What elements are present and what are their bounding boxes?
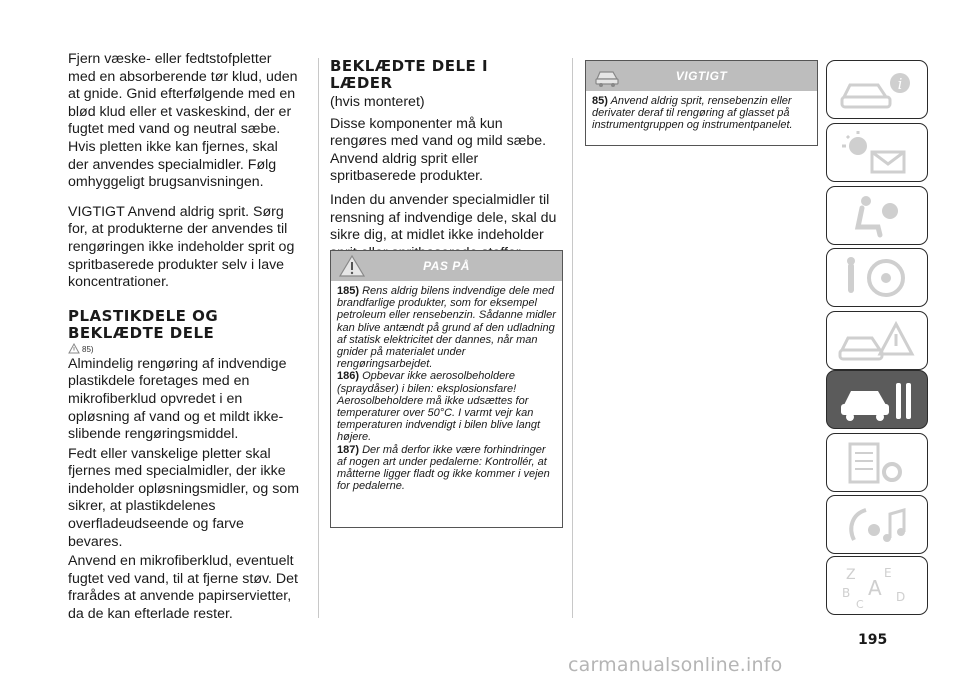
caution-box-title: PAS PÅ bbox=[423, 259, 470, 273]
column-divider bbox=[318, 58, 319, 618]
svg-text:B: B bbox=[842, 585, 851, 600]
body-paragraph: Almindelig rengøring af indvendige plastikdele foretages med en mikrofiberklud opvredet i en opløsning af vand og et mildt ikke-slibende rengøringsmiddel. bbox=[68, 355, 287, 443]
section-heading: BEKLÆDTE DELE bbox=[68, 323, 215, 342]
caution-box-header bbox=[331, 251, 562, 281]
caution-box-body bbox=[331, 281, 562, 498]
tab-seat-airbag[interactable] bbox=[826, 186, 928, 245]
car-info-icon bbox=[834, 65, 920, 115]
body-paragraph: Anvend en mikrofiberklud, eventuelt fugtet ved vand, til at fjerne støv. Det frarådes at anvende papirservietter, da de kan efterlade rester. bbox=[68, 553, 298, 623]
tab-lights-messages[interactable] bbox=[826, 123, 928, 182]
caution-item bbox=[337, 444, 556, 493]
column-divider bbox=[572, 58, 573, 618]
body-paragraph: VIGTIGT Anvend aldrig sprit. Sørg for, at produkterne der anvendes til rengøringen ikke indeholder sprit og spritbaserede produkter selv i lave koncentrationer. bbox=[68, 203, 295, 291]
section-heading: PLASTIKDELE OG bbox=[68, 306, 219, 325]
warning-reference bbox=[68, 343, 300, 354]
tab-index[interactable] bbox=[826, 556, 928, 615]
svg-text:D: D bbox=[896, 589, 906, 604]
important-box bbox=[585, 60, 818, 146]
warning-ref-number: 85) bbox=[82, 344, 94, 354]
important-box-body bbox=[586, 91, 817, 138]
body-paragraph: Disse komponenter må kun rengøres med vand og mild sæbe. Anvend aldrig sprit eller spritbaserede produkter. bbox=[330, 115, 547, 185]
warning-crash-icon bbox=[834, 316, 920, 366]
svg-text:Z: Z bbox=[846, 566, 856, 583]
section-heading: LÆDER bbox=[330, 74, 393, 92]
caution-item bbox=[337, 370, 556, 443]
tab-steering-key[interactable] bbox=[826, 248, 928, 307]
body-paragraph: Inden du anvender specialmidler til rensning af indvendige dele, skal du sikre dig, at midlet ikke indeholder bbox=[330, 191, 557, 244]
steering-key-icon bbox=[834, 253, 920, 303]
important-box-header bbox=[586, 61, 817, 91]
item-number: 185) bbox=[337, 285, 360, 297]
important-box-title: VIGTIGT bbox=[675, 69, 728, 83]
section-heading: BEKLÆDTE DELE I bbox=[330, 57, 489, 75]
svg-text:A: A bbox=[868, 575, 882, 600]
important-item bbox=[592, 95, 811, 132]
caution-box bbox=[330, 250, 563, 528]
item-text: Der må derfor ikke være forhindringer af nogen art under pedalerne: Kontrollér, at måtterne ligger fladt og ikke kommer i vejen for pedalerne. bbox=[337, 443, 550, 493]
tab-warning-crash[interactable] bbox=[826, 311, 928, 370]
subheading: (hvis monteret) bbox=[330, 94, 425, 110]
caution-item bbox=[337, 285, 556, 370]
warning-triangle-icon bbox=[68, 343, 80, 354]
svg-text:i: i bbox=[897, 74, 903, 93]
column-2 bbox=[330, 58, 562, 274]
svg-text:C: C bbox=[856, 597, 864, 611]
item-text: Opbevar ikke aerosolbeholdere (spraydåser) i bilen: eksplosionsfare! Aerosolbeholdere må ikke udsættes for temperaturer over 50°C. I varmt vejr kan temperaturen indvendigt i bilen blive langt højere. bbox=[337, 370, 541, 444]
page-number: 195 bbox=[858, 632, 888, 648]
item-text: Rens aldrig bilens indvendige dele med brandfarlige produkter, som for eksempel petroleum eller rensebenzin. Sådanne midler kan blive antændt på grund af den udladning af statisk elektricitet der dannes, når man gnider på materialet under rengøringsarbejdet. bbox=[337, 285, 556, 371]
item-text: Anvend aldrig sprit, rensebenzin eller derivater deraf til rengøring af glasset på instrumentgruppen og instrumentpanelet. bbox=[592, 95, 793, 132]
tab-car-info[interactable] bbox=[826, 60, 928, 119]
body-paragraph: Fjern væske- eller fedtstofpletter med en absorberende tør klud, uden at gnide. Gnid efterfølgende med en blød klud eller et vaskeskind, der er fugtet med vand og neutral sæbe. Hvis pletten ikke kan fjernes, skal der anvendes specialmidler. Følg omhyggeligt brugsanvisningen. bbox=[68, 51, 298, 191]
svg-text:E: E bbox=[884, 565, 892, 580]
tab-media[interactable] bbox=[826, 495, 928, 554]
item-number: 186) bbox=[337, 370, 360, 383]
specs-gear-icon bbox=[834, 438, 920, 488]
item-number: 187) bbox=[337, 443, 360, 456]
car-tools-icon bbox=[834, 375, 920, 425]
lights-message-icon bbox=[834, 128, 920, 178]
watermark: carmanualsonline.info bbox=[568, 654, 783, 676]
tab-car-maintenance[interactable] bbox=[826, 370, 928, 429]
index-alphabet-icon bbox=[834, 561, 920, 611]
tab-specifications[interactable] bbox=[826, 433, 928, 492]
column-1 bbox=[68, 51, 300, 626]
item-number: 85) bbox=[592, 95, 608, 107]
media-music-icon bbox=[834, 500, 920, 550]
body-paragraph: Fedt eller vanskelige pletter skal fjernes med specialmidler, der ikke indeholder opløsningsmidler, og som sikrer, at plastikdelenes overfladeudseende og farve bevares. bbox=[68, 445, 300, 550]
seat-airbag-icon bbox=[834, 191, 920, 241]
